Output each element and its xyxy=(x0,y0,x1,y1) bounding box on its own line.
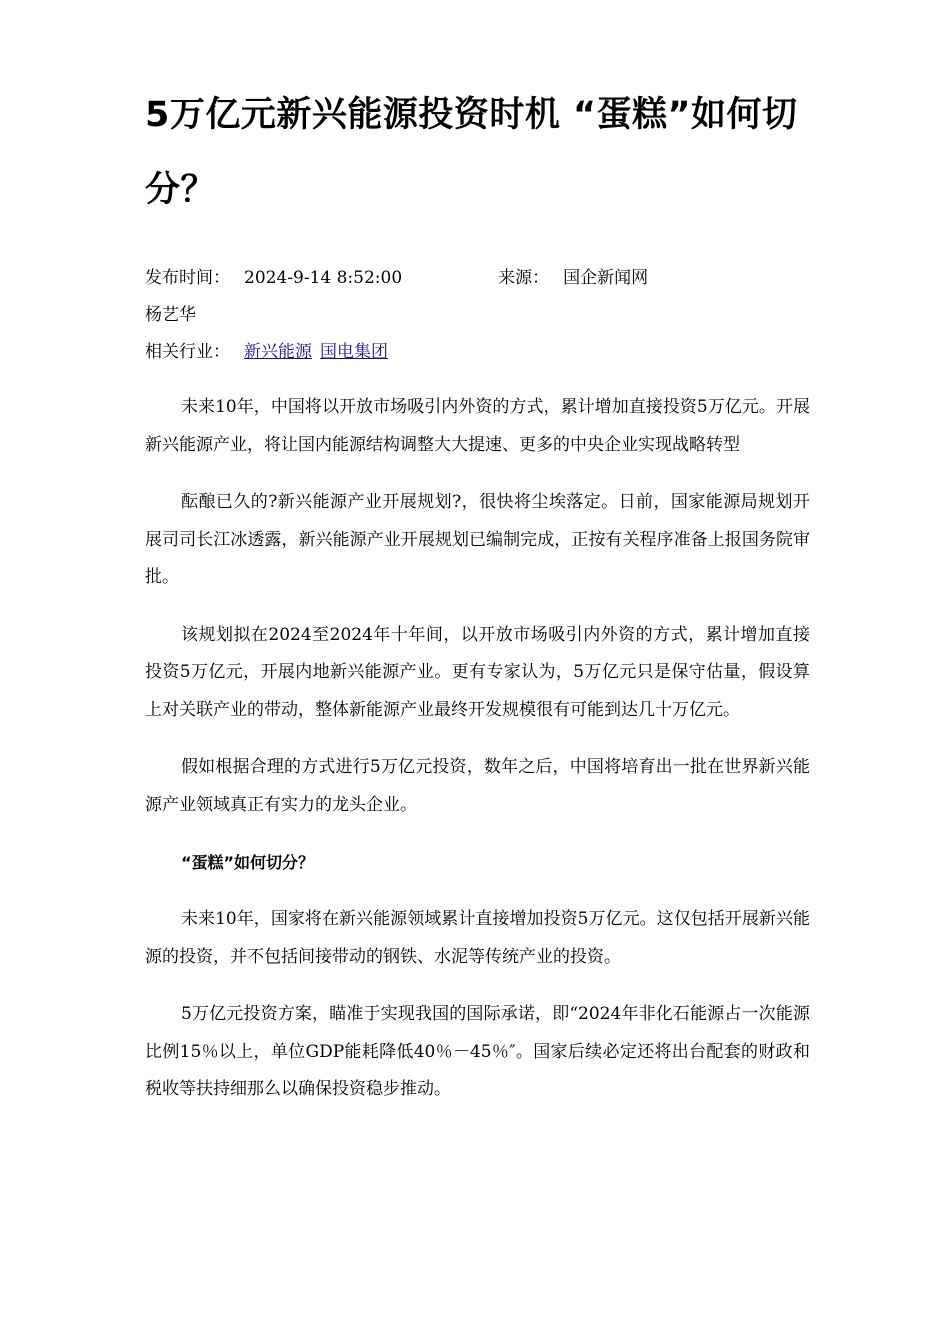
industry-label: 相关行业： xyxy=(145,342,230,362)
author-name: 杨艺华 xyxy=(145,305,196,325)
paragraph: 假如根据合理的方式进行5万亿元投资，数年之后，中国将培育出一批在世界新兴能源产业领域真正有实力的龙头企业。 xyxy=(145,757,810,815)
industry-row xyxy=(145,334,810,371)
paragraph: 酝酿已久的?新兴能源产业开展规划?，很快将尘埃落定。日前，国家能源局规划开展司司长江冰透露，新兴能源产业开展规划已编制完成，正按有关程序准备上报国务院审批。 xyxy=(145,492,810,587)
paragraph: 5万亿元投资方案，瞄准于实现我国的国际承诺，即“2024年非化石能源占一次能源比例15％以上，单位GDP能耗降低40％－45％″。国家后续必定还将出台配套的财政和税收等扶持细那么以确保投资稳步推动。 xyxy=(145,1004,810,1099)
publish-row xyxy=(145,260,810,297)
paragraph: 该规划拟在2024至2024年十年间，以开放市场吸引内外资的方式，累计增加直接投资5万亿元，开展内地新兴能源产业。更有专家认为，5万亿元只是保守估量，假设算上对关联产业的带动，整体新能源产业最终开发规模很有可能到达几十万亿元。 xyxy=(145,624,810,720)
source-name: 国企新闻网 xyxy=(563,268,649,288)
author-row xyxy=(145,297,810,334)
article-meta xyxy=(145,260,810,371)
industry-link-new-energy[interactable]: 新兴能源 xyxy=(244,342,312,362)
paragraph: 未来10年，中国将以开放市场吸引内外资的方式，累计增加直接投资5万亿元。开展新兴能源产业，将让国内能源结构调整大大提速、更多的中央企业实现战略转型 xyxy=(145,397,810,455)
publish-time: 2024-9-14 8:52:00 xyxy=(244,268,403,288)
source-label: 来源： xyxy=(498,268,550,288)
article-title: 5万亿元新兴能源投资时机 “蛋糕”如何切分？ xyxy=(145,95,798,210)
industry-link-guodian-group[interactable]: 国电集团 xyxy=(320,342,388,362)
publish-label: 发布时间： xyxy=(145,268,230,288)
article xyxy=(145,0,810,1129)
section-subheading: “蛋糕”如何切分？ xyxy=(181,853,315,872)
article-body xyxy=(145,389,810,1109)
paragraph: 未来10年，国家将在新兴能源领域累计直接增加投资5万亿元。这仅包括开展新兴能源的投资，并不包括间接带动的钢铁、水泥等传统产业的投资。 xyxy=(145,909,810,967)
